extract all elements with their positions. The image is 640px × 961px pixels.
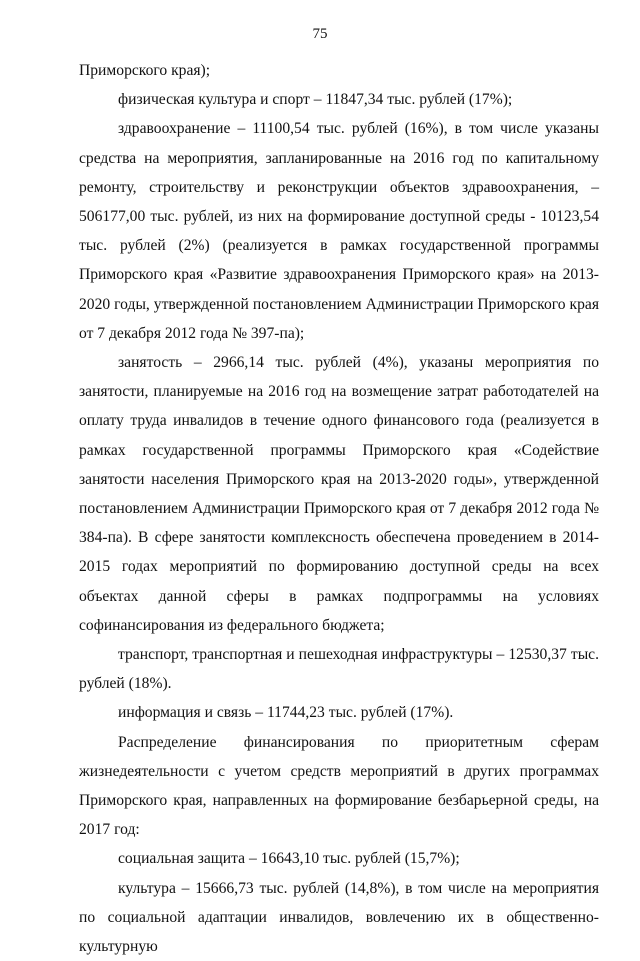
paragraph-1: Приморского края); bbox=[79, 62, 211, 79]
page-number: 75 bbox=[312, 26, 328, 42]
paragraph-3: здравоохранение – 11100,54 тыс. рублей (16%), в том числе указаны средства на мероприятия, запланированные на 2016 год по капитальному ремонту, строительству и реконструкции объектов здравоохранения, – 506177,00 тыс. рублей, из них на формирование доступной среды - 10123,54 тыс. рублей (2%) (реализуется в рамках государственной программы Приморского края «Развитие здравоохранения Приморского края» на 2013-2020 годы, утвержденной постановлением Администрации Приморского края от 7 декабря 2012 года № 397-па); bbox=[79, 120, 599, 342]
document-body bbox=[79, 56, 599, 961]
paragraph-6: информация и связь – 11744,23 тыс. рублей (17%). bbox=[118, 704, 454, 722]
paragraph-7: Распределение финансирования по приоритетным сферам жизнедеятельности с учетом средств мероприятий в других программах Приморского края, направленных на формирование безбарьерной среды, на 2017 год: bbox=[79, 733, 599, 839]
paragraph-8: социальная защита – 16643,10 тыс. рублей (15,7%); bbox=[118, 850, 460, 868]
paragraph-4: занятость – 2966,14 тыс. рублей (4%), указаны мероприятия по занятости, планируемые на 2016 год на возмещение затрат работодателей на оплату труда инвалидов в течение одного финансового года (реализуется в рамках государственной программы Приморского края «Содействие занятости населения Приморского края на 2013-2020 годы», утвержденной постановлением Администрации Приморского края от 7 декабря 2012 года № 384-па). В сфере занятости комплексность обеспечена проведением в 2014-2015 годах мероприятий по формированию доступной среды на всех объектах данной сферы в рамках подпрограммы на условиях софинансирования из федерального бюджета; bbox=[79, 354, 599, 634]
paragraph-5: транспорт, транспортная и пешеходная инфраструктуры – 12530,37 тыс. рублей (18%). bbox=[79, 646, 599, 693]
paragraph-2: физическая культура и спорт – 11847,34 тыс. рублей (17%); bbox=[118, 91, 513, 109]
paragraph-9: культура – 15666,73 тыс. рублей (14,8%), в том числе на мероприятия по социальной адаптации инвалидов, вовлечению их в общественно-культурную bbox=[79, 879, 599, 956]
